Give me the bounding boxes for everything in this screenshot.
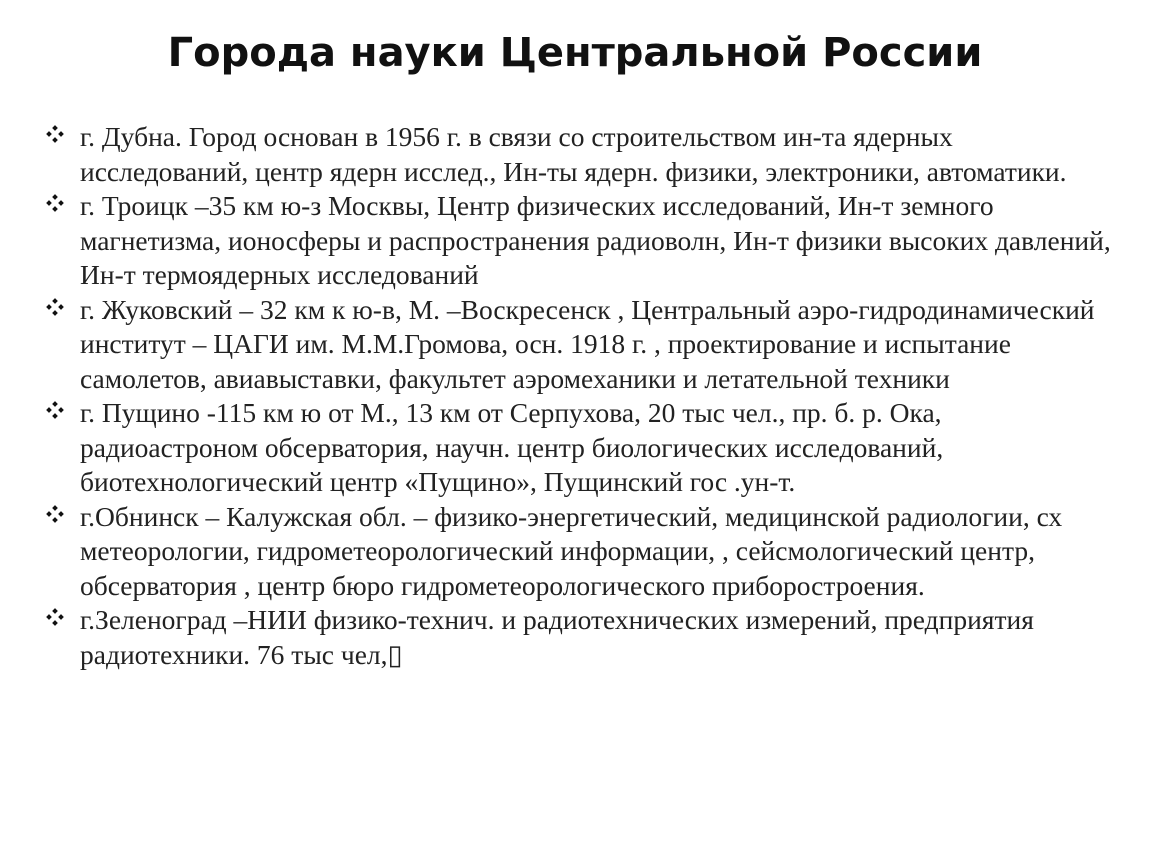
list-item	[44, 293, 1114, 397]
slide-title: Города науки Центральной России	[167, 30, 983, 76]
list-item	[44, 603, 1114, 672]
bullet-text: г.Зеленоград –НИИ физико-технич. и радиотехнических измерений, предприятия радиотехники. 76 тыс чел,▯	[80, 604, 1034, 670]
list-item	[44, 120, 1114, 189]
diamond-bullet-icon	[46, 298, 64, 316]
diamond-bullet-icon	[46, 608, 64, 626]
diamond-bullet-icon	[46, 194, 64, 212]
bullet-text: г.Обнинск – Калужская обл. – физико-энергетический, медицинской радиологии, сх метеорологии, гидрометеорологический информации, , сейсмологический центр, обсерватория , центр бюро гидрометеорологического приборостроения.	[80, 500, 1063, 601]
bullet-text: г. Пущино -115 км ю от М., 13 км от Серпухова, 20 тыс чел., пр. б. р. Ока, радиоастроном обсерватория, научн. центр биологических исследований, биотехнологический центр «Пущино», Пущинский гос .ун-т.	[80, 397, 944, 497]
bullet-text: г. Дубна. Город основан в 1956 г. в связи со строительством ин-та ядерных исследований, центр ядерн исслед., Ин-ты ядерн. физики, электроники, автоматики.	[80, 121, 1067, 187]
list-item	[44, 396, 1114, 500]
diamond-bullet-icon	[46, 125, 64, 143]
bullet-list	[44, 120, 1114, 672]
bullet-text: г. Жуковский – 32 км к ю-в, М. –Воскресенск , Центральный аэро-гидродинамический институт – ЦАГИ им. М.М.Громова, осн. 1918 г. , проектирование и испытание самолетов, авиавыставки, факультет аэромеханики и летательной техники	[80, 293, 1095, 394]
diamond-bullet-icon	[46, 401, 64, 419]
diamond-bullet-icon	[46, 505, 64, 523]
list-item	[44, 189, 1114, 293]
bullet-text: г. Троицк –35 км ю-з Москвы, Центр физических исследований, Ин-т земного магнетизма, ионосферы и распространения радиоволн, Ин-т физики высоких давлений, Ин-т термоядерных исследований	[80, 190, 1111, 290]
list-item	[44, 500, 1114, 604]
